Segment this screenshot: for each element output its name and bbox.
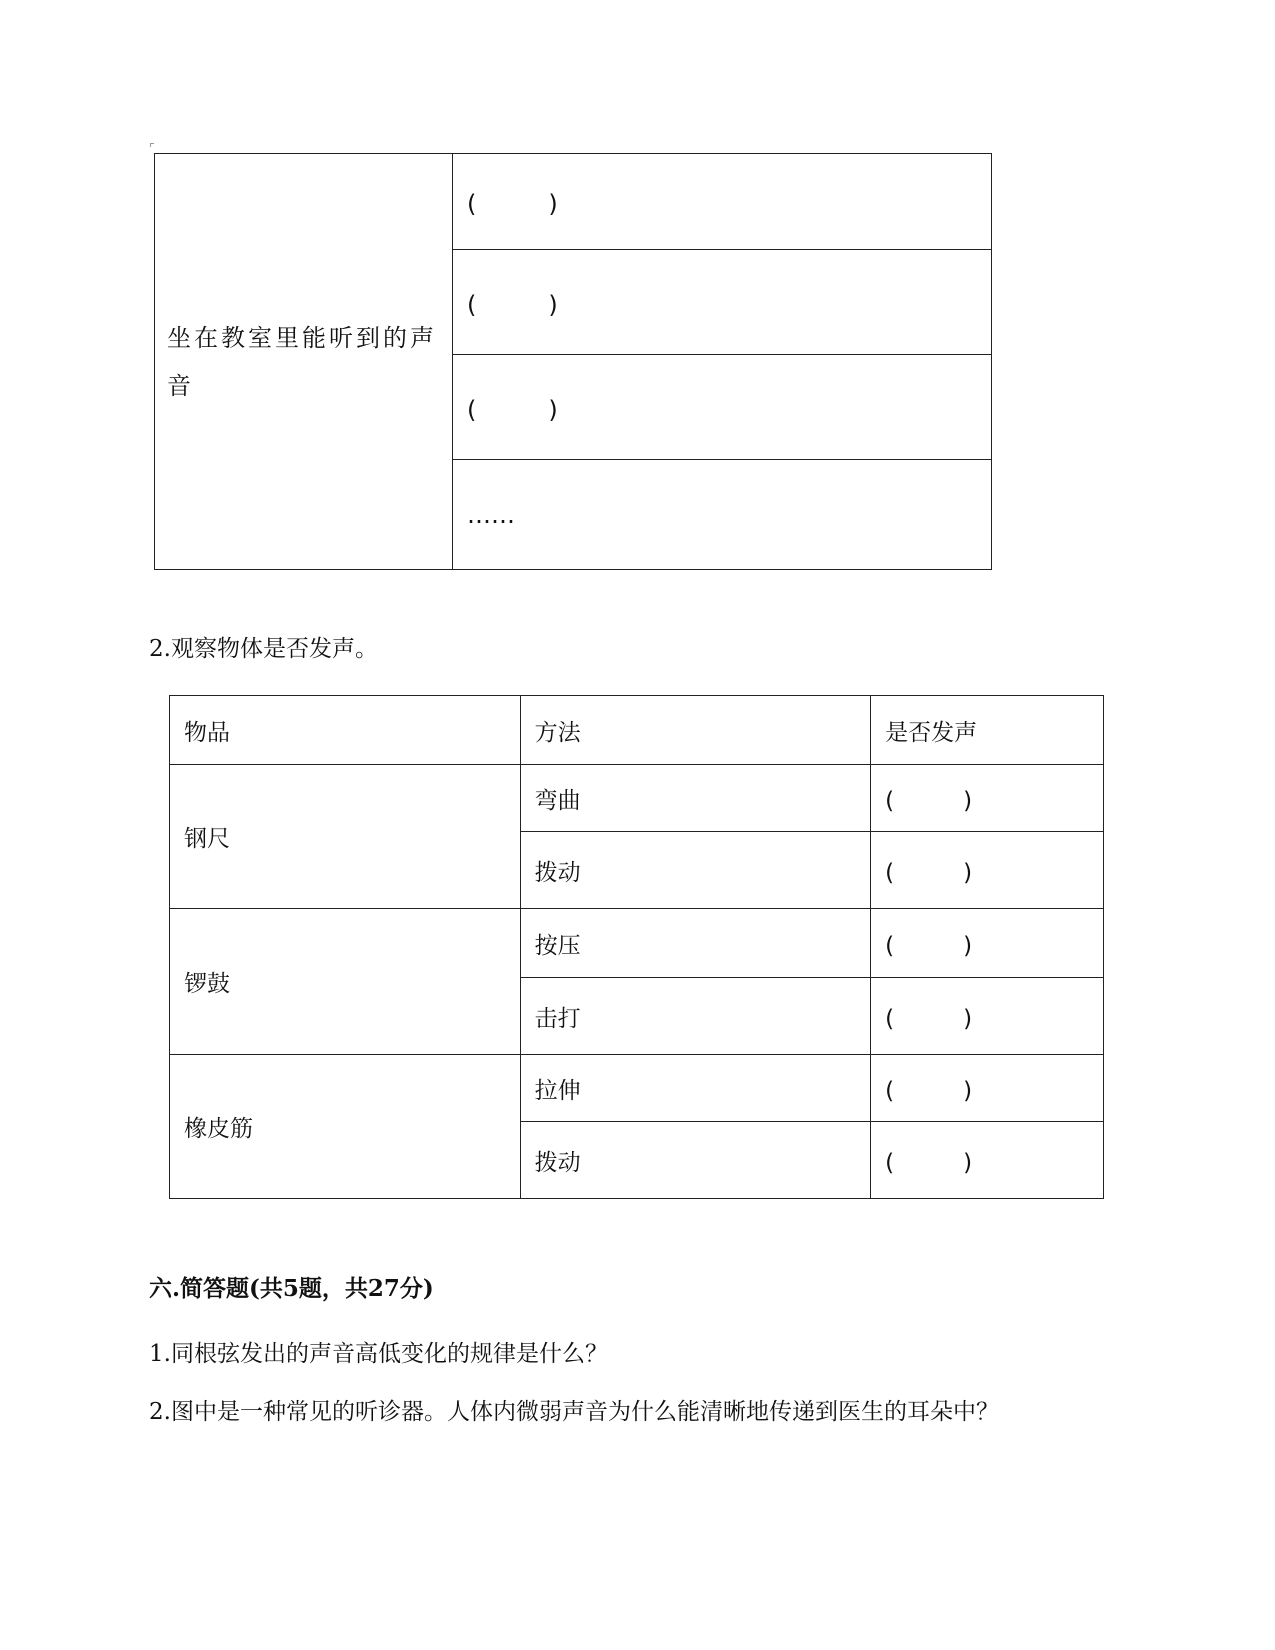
sounds-table xyxy=(154,153,992,570)
header-sound: 是否发声 xyxy=(871,696,1104,765)
method-strike: 击打 xyxy=(520,978,871,1055)
method-pluck: 拨动 xyxy=(520,1122,871,1199)
question-2: 2.图中是一种常见的听诊器。人体内微弱声音为什么能清晰地传递到医生的耳朵中？ xyxy=(149,1399,999,1425)
item-rubber-band: 橡皮筋 xyxy=(170,1055,521,1199)
answer-blank[interactable]: ( ) xyxy=(871,1055,1104,1122)
sounds-more: …… xyxy=(453,460,992,570)
question-1: 1.同根弦发出的声音高低变化的规律是什么？ xyxy=(149,1341,608,1367)
method-press: 按压 xyxy=(520,909,871,978)
answer-blank[interactable]: ( ) xyxy=(871,1122,1104,1199)
answer-blank[interactable]: ( ) xyxy=(871,765,1104,832)
item-drum: 锣鼓 xyxy=(170,909,521,1055)
answer-blank[interactable]: ( ) xyxy=(871,909,1104,978)
header-method: 方法 xyxy=(520,696,871,765)
sounds-table-label: 坐在教室里能听到的声音 xyxy=(155,154,453,570)
sound-observation-table xyxy=(169,695,1104,1199)
method-stretch: 拉伸 xyxy=(520,1055,871,1122)
answer-blank[interactable]: ( ) xyxy=(871,832,1104,909)
item-ruler: 钢尺 xyxy=(170,765,521,909)
question-2-title: 2.观察物体是否发声。 xyxy=(149,636,378,662)
sounds-blank-2[interactable]: ( ) xyxy=(453,250,992,355)
method-bend: 弯曲 xyxy=(520,765,871,832)
sounds-blank-3[interactable]: ( ) xyxy=(453,355,992,460)
section-6-title: 六.简答题(共5题，共27分) xyxy=(149,1275,434,1302)
method-pluck: 拨动 xyxy=(520,832,871,909)
corner-mark xyxy=(150,143,154,147)
sounds-blank-1[interactable]: ( ) xyxy=(453,154,992,250)
header-item: 物品 xyxy=(170,696,521,765)
answer-blank[interactable]: ( ) xyxy=(871,978,1104,1055)
